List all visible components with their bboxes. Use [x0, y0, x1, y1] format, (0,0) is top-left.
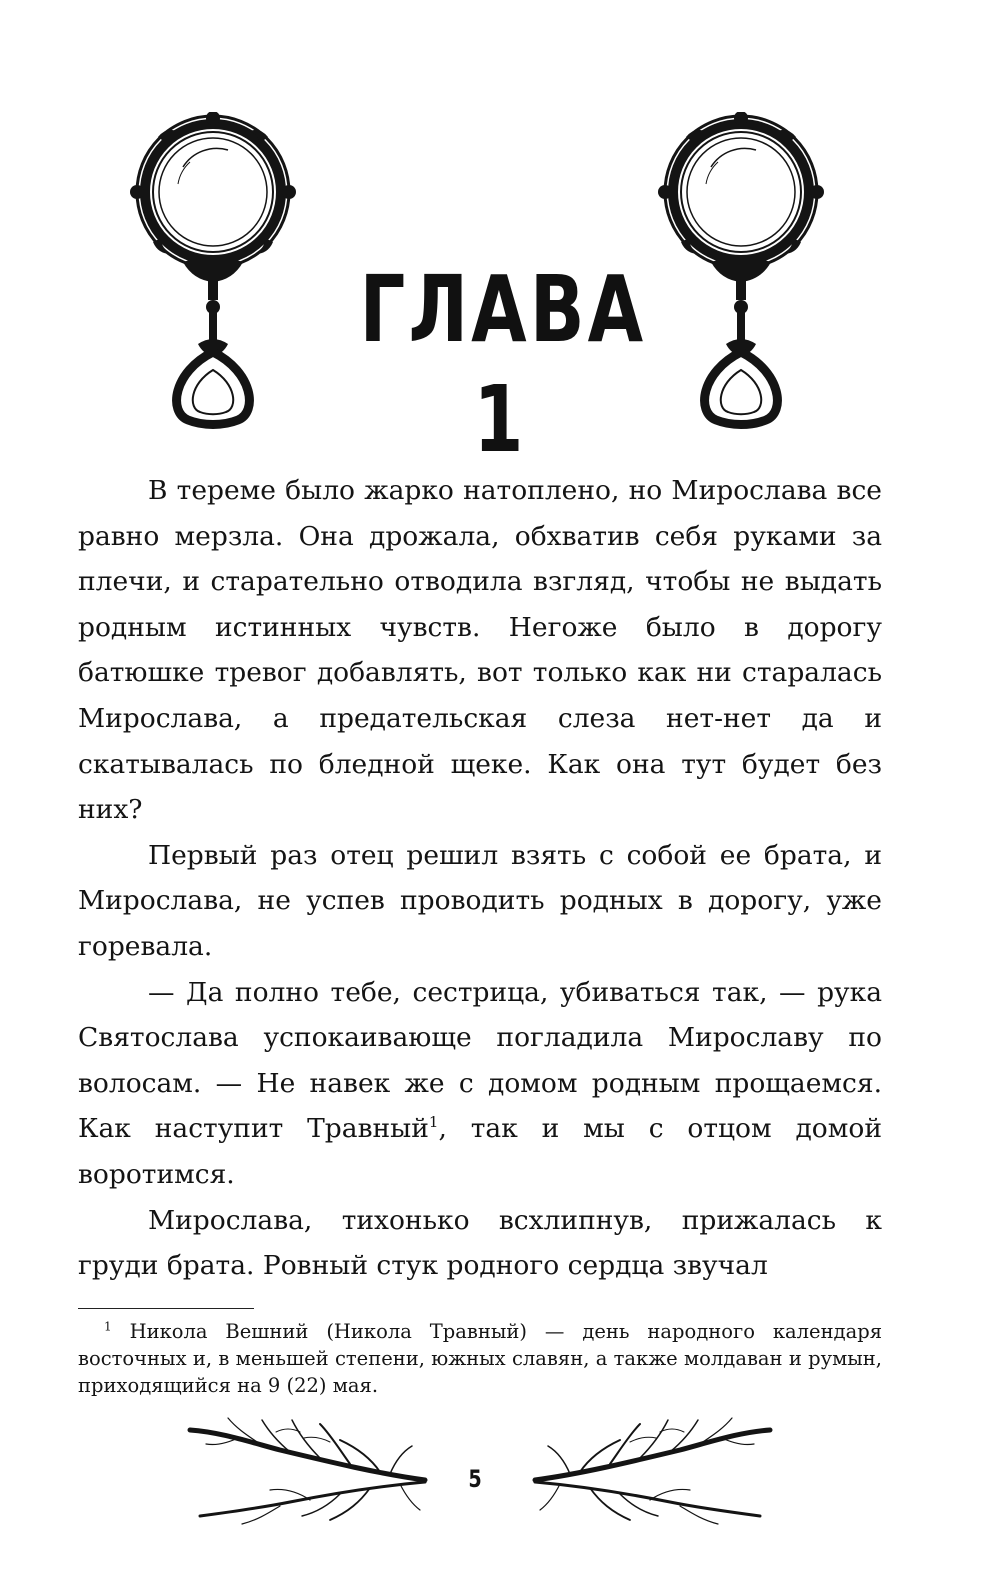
footnote-text: Никола Вешний (Никола Травный) — день народного календаря восточных и, в меньшей степени, южных славян, а также молдаван и румын, приходящийся на 9 (22) мая.	[78, 1320, 882, 1397]
hand-mirror-icon	[128, 112, 298, 432]
hand-mirror-icon	[656, 112, 826, 432]
paragraph: В тереме было жарко натоплено, но Мирослава все равно мерзла. Она дрожала, обхватив себя руками за плечи, и старательно отводила взгляд, чтобы не выдать родным истинных чувств. Негоже было в дорогу батюшке тревог добавлять, вот только как ни старалась Мирослава, а предательская слеза нет-нет да и скатывалась по бледной щеке. Как она тут будет без них?	[78, 475, 882, 826]
branch-icon	[530, 1412, 780, 1527]
paragraph: Первый раз отец решил взять с собой ее брата, и Мирослава, не успев проводить родных в дорогу, уже горевала.	[78, 839, 882, 962]
footnote-reference[interactable]: 1	[428, 1113, 439, 1132]
branch-icon	[180, 1412, 430, 1527]
dialogue-text: — Да полно тебе, сестрица, убиваться так, — рука Святослава успокаивающе погладила Мирославу по волосам. — Не навек же с домом родным прощаемся. Как наступит Травный	[78, 976, 882, 1145]
paragraph	[78, 970, 882, 1198]
footnote	[78, 1318, 882, 1399]
footnote-marker: 1	[104, 1319, 112, 1334]
paragraph: Мирослава, тихонько всхлипнув, прижалась к груди брата. Ровный стук родного сердца звучал	[78, 1204, 882, 1282]
body-text	[78, 468, 882, 1289]
page-number: 5	[468, 1465, 482, 1493]
chapter-title: ГЛАВА 1	[359, 256, 647, 473]
footnote-divider	[78, 1308, 254, 1309]
dialogue-text: , так и мы с отцом домой воротимся.	[78, 1113, 882, 1190]
